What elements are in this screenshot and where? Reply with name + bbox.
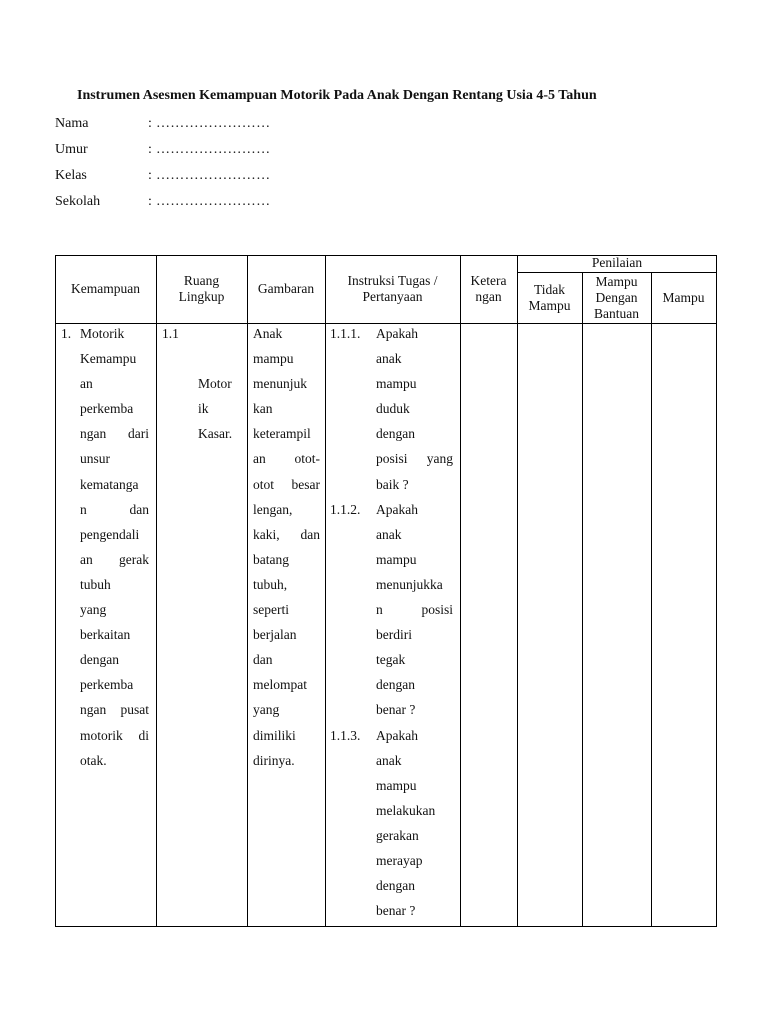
kemampuan-number: 1. [61, 326, 72, 341]
header-mampu-dengan-bantuan: Mampu Dengan Bantuan [594, 274, 639, 321]
instruksi-line: benar ? [376, 903, 416, 919]
document-title: Instrumen Asesmen Kemampuan Motorik Pada Anak Dengan Rentang Usia 4-5 Tahun [77, 88, 597, 103]
ruang-lingkup-line: ik [198, 401, 209, 417]
gambaran-line: kaki, dan [253, 526, 320, 542]
col-divider [325, 255, 326, 927]
gambaran-line: berjalan [253, 627, 297, 643]
gambaran-line: dimiliki [253, 727, 296, 743]
instruksi-line: mampu [376, 376, 417, 392]
assessment-table [55, 255, 717, 927]
instruksi-number: 1.1.1. [330, 326, 361, 341]
kemampuan-line: perkemba [80, 677, 134, 693]
instruksi-line: Apakah [376, 501, 418, 517]
instruksi-line: Apakah [376, 326, 418, 341]
kemampuan-line: perkemba [80, 401, 134, 417]
ruang-lingkup-number: 1.1 [162, 326, 179, 341]
header-kemampuan: Kemampuan [71, 281, 140, 296]
col-divider [582, 272, 583, 927]
instruksi-line: gerakan [376, 827, 419, 843]
kemampuan-line: an gerak [80, 551, 149, 567]
nama-label: Nama [55, 116, 89, 131]
gambaran-line: an otot- [253, 451, 320, 467]
instruksi-line: Apakah [376, 727, 418, 743]
gambaran-line: melompat [253, 677, 307, 693]
ruang-lingkup-line: Kasar. [198, 426, 233, 442]
instruksi-line: anak [376, 526, 402, 542]
instruksi-line: dengan [376, 878, 415, 894]
kemampuan-line: yang [80, 602, 107, 618]
gambaran-line: tubuh, [253, 576, 288, 592]
sekolah-field: : …………………… [148, 194, 271, 209]
gambaran-line: dan [253, 652, 273, 668]
kemampuan-line: Kemampu [80, 351, 137, 367]
instruksi-line: merayap [376, 853, 423, 869]
header-penilaian: Penilaian [591, 255, 643, 270]
gambaran-line: batang [253, 551, 289, 567]
instruksi-line: tegak [376, 652, 406, 668]
table-border-right [716, 255, 717, 927]
kemampuan-line: Motorik [80, 326, 125, 341]
gambaran-line: lengan, [253, 501, 293, 517]
col-divider [460, 255, 461, 927]
gambaran-line: menunjuk [253, 376, 307, 392]
instruksi-text [376, 723, 453, 924]
kemampuan-line: otak. [80, 752, 107, 768]
umur-label: Umur [55, 142, 88, 157]
gambaran-line: dirinya. [253, 752, 295, 768]
header-gambaran: Gambaran [257, 281, 315, 296]
instruksi-line: baik ? [376, 476, 409, 492]
header-tidak-mampu: Tidak Mampu [528, 282, 571, 313]
kemampuan-line: berkaitan [80, 627, 131, 643]
kemampuan-line: pengendali [80, 526, 140, 542]
penilaian-divider [517, 272, 717, 273]
instruksi-text [376, 497, 453, 723]
instruksi-number: 1.1.3. [330, 727, 361, 743]
table-border-left [55, 255, 56, 927]
col-divider [247, 255, 248, 927]
instruksi-line: berdiri [376, 627, 412, 643]
ruang-lingkup-text [198, 371, 232, 446]
sekolah-label: Sekolah [55, 194, 101, 209]
instruksi-line: n posisi [376, 602, 453, 618]
instruksi-line: mampu [376, 777, 417, 793]
gambaran-line: yang [253, 702, 280, 718]
header-ruang-lingkup: Ruang Lingkup [178, 273, 225, 304]
header-keterangan: Ketera ngan [470, 273, 507, 304]
gambaran-line: Anak [253, 326, 283, 341]
nama-field: : …………………… [148, 116, 271, 131]
umur-field: : …………………… [148, 142, 271, 157]
instruksi-line: menunjukka [376, 576, 443, 592]
kemampuan-line: dengan [80, 652, 119, 668]
instruksi-line: benar ? [376, 702, 416, 718]
instruksi-line: mampu [376, 551, 417, 567]
col-divider [651, 272, 652, 927]
kemampuan-line: ngan dari [80, 426, 149, 442]
instruksi-line: dengan [376, 426, 415, 442]
header-mampu: Mampu [662, 290, 705, 305]
instruksi-line: duduk [376, 401, 410, 417]
header-instruksi: Instruksi Tugas / Pertanyaan [347, 273, 438, 304]
gambaran-line: otot besar [253, 476, 320, 492]
instruksi-line: melakukan [376, 802, 436, 818]
kemampuan-line: motorik di [80, 727, 149, 743]
gambaran-line: keterampil [253, 426, 311, 442]
gambaran-line: kan [253, 401, 273, 417]
kemampuan-line: kematanga [80, 476, 139, 492]
gambaran-line: mampu [253, 351, 294, 367]
kelas-field: : …………………… [148, 168, 271, 183]
gambaran-line: seperti [253, 602, 289, 618]
table-border-bottom [55, 926, 717, 927]
kemampuan-line: n dan [80, 501, 149, 517]
kemampuan-line: unsur [80, 451, 110, 467]
col-divider [156, 255, 157, 927]
ruang-lingkup-line: Motor [198, 376, 232, 391]
kemampuan-text [80, 321, 149, 773]
kemampuan-line: tubuh [80, 576, 111, 592]
kelas-label: Kelas [55, 168, 87, 183]
instruksi-line: dengan [376, 677, 415, 693]
gambaran-text [253, 321, 320, 773]
col-divider [517, 255, 518, 927]
instruksi-line: posisi yang [376, 451, 453, 467]
kemampuan-line: an [80, 376, 93, 392]
kemampuan-line: ngan pusat [80, 702, 149, 718]
instruksi-line: anak [376, 351, 402, 367]
instruksi-number: 1.1.2. [330, 501, 361, 517]
instruksi-text [376, 321, 453, 497]
instruksi-line: anak [376, 752, 402, 768]
